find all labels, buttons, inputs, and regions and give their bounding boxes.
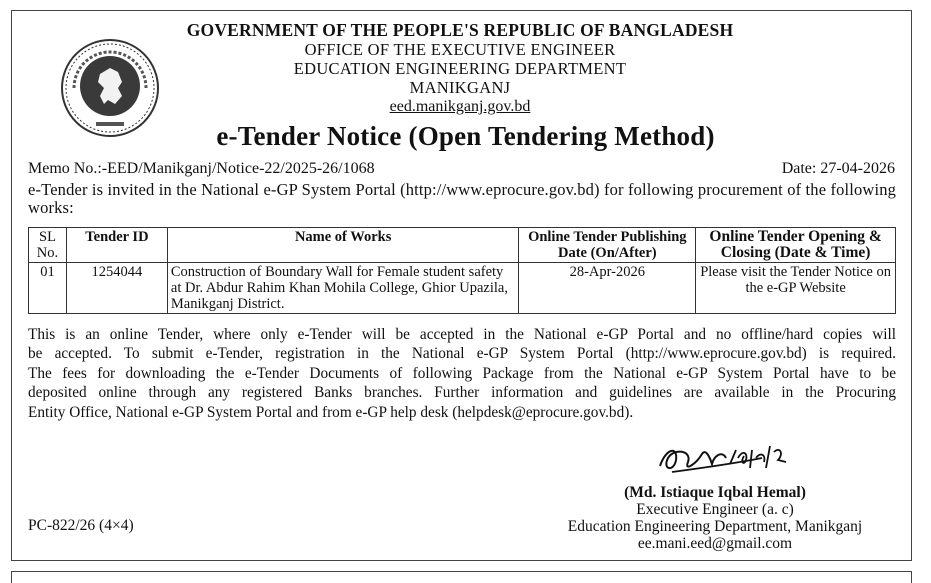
tender-table <box>28 227 896 314</box>
signer-email[interactable]: ee.mani.eed@gmail.com <box>637 535 793 552</box>
header-sl: SL No. <box>29 228 67 263</box>
cell-opening-closing: Please visit the Tender Notice on the e-GP Website <box>696 263 896 314</box>
instructions-paragraph <box>28 325 896 422</box>
notice-date: Date: 27-04-2026 <box>781 160 895 177</box>
header-name-of-works: Name of Works <box>167 228 519 263</box>
website-link[interactable]: eed.manikganj.gov.bd <box>389 98 531 115</box>
paragraph-line: This is an online Tender, where only e-Tender will be accepted in the National e-GP Portal and no offline/hard copies will <box>28 326 896 343</box>
paragraph-line: be accepted. To submit e-Tender, registration in the National e-GP System Portal (http://www.eprocure.gov.bd) is required. <box>28 345 896 363</box>
handwritten-signature <box>652 428 802 488</box>
next-notice-frame-edge <box>11 571 912 583</box>
cell-name-of-works: Construction of Boundary Wall for Female student safety at Dr. Abdur Rahim Khan Mohila College, Ghior Upazila, Manikganj District. <box>167 263 519 314</box>
paragraph-line: The fees for downloading the e-Tender Documents of following Package from the National e-GP System Portal have to be <box>28 364 896 382</box>
header-publishing-date: Online Tender Publishing Date (On/After) <box>519 228 696 263</box>
office-heading: OFFICE OF THE EXECUTIVE ENGINEER <box>304 40 616 59</box>
memo-number: Memo No.:-EED/Manikganj/Notice-22/2025-26/1068 <box>28 160 375 177</box>
cell-publishing-date: 28-Apr-2026 <box>519 263 696 314</box>
cell-sl: 01 <box>29 263 67 314</box>
table-row <box>29 263 896 314</box>
table-header-row <box>29 228 896 263</box>
header-tender-id: Tender ID <box>66 228 167 263</box>
signer-designation: Executive Engineer (a. c) <box>636 501 794 518</box>
letterhead <box>150 20 770 117</box>
government-heading: GOVERNMENT OF THE PEOPLE'S REPUBLIC OF BANGLADESH <box>186 20 734 40</box>
signer-name: (Md. Istiaque Iqbal Hemal) <box>624 484 806 501</box>
pc-number: PC-822/26 (4×4) <box>28 517 134 534</box>
signer-department: Education Engineering Department, Manikganj <box>567 518 863 535</box>
paragraph-line: deposited online through any registered Banks branches. Further information and guidelines are available in the Procuring <box>28 384 896 402</box>
signature-block <box>535 484 895 552</box>
cell-tender-id: 1254044 <box>66 263 167 314</box>
district-heading: MANIKGANJ <box>409 78 511 97</box>
paragraph-line: Entity Office, National e-GP System Portal and from e-GP help desk (helpdesk@eprocure.gov.bd). <box>28 403 634 421</box>
notice-title: e-Tender Notice (Open Tendering Method) <box>216 121 715 151</box>
department-heading: EDUCATION ENGINEERING DEPARTMENT <box>293 59 627 78</box>
header-opening-closing: Online Tender Opening & Closing (Date & Time) <box>696 228 896 263</box>
intro-text: e-Tender is invited in the National e-GP System Portal (http://www.eprocure.gov.bd) for following procurement of the following works: <box>28 180 896 217</box>
